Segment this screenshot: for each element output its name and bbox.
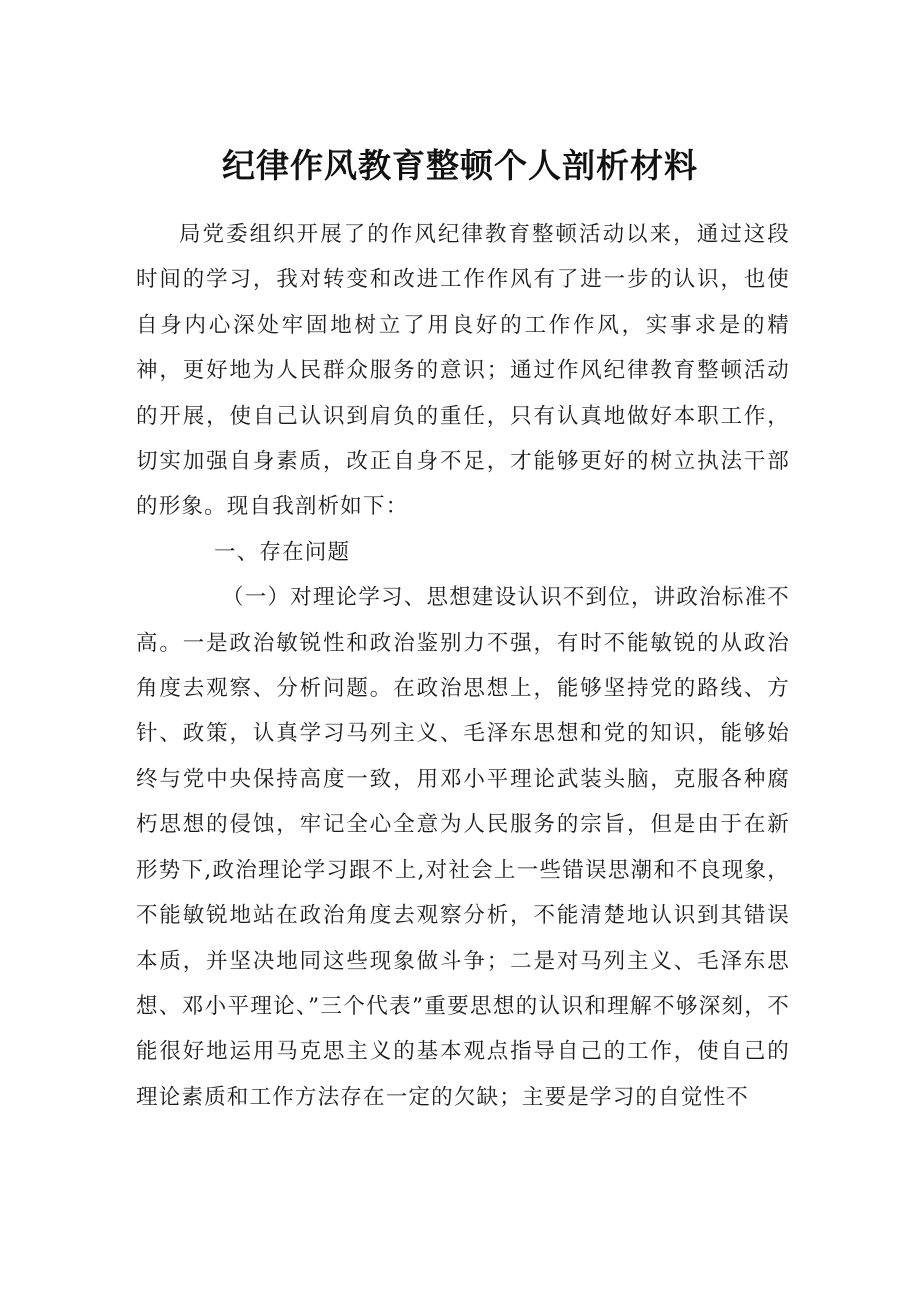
- problem-paragraph: （一）对理论学习、思想建设认识不到位，讲政治标准不高。一是政治敏锐性和政治鉴别力不强，有时不能敏锐的从政治角度去观察、分析问题。在政治思想上，能够坚持党的路线、方针、政策，认真学习马列主义、毛泽东思想和党的知识，能够始终与党中央保持高度一致，用邓小平理论武装头脑，克服各种腐朽思想的侵蚀，牢记全心全意为人民服务的宗旨，但是由于在新形势下,政治理论学习跟不上,对社会上一些错误思潮和不良现象，不能敏锐地站在政治角度去观察分析，不能清楚地认识到其错误本质，并坚决地同这些现象做斗争；二是对马列主义、毛泽东思想、邓小平理论、”三个代表”重要思想的认识和理解不够深刻，不能很好地运用马克思主义的基本观点指导自己的工作，使自己的理论素质和工作方法存在一定的欠缺；主要是学习的自觉性不: [136, 585, 790, 1110]
- intro-paragraph: 局党委组织开展了的作风纪律教育整顿活动以来，通过这段时间的学习，我对转变和改进工作作风有了进一步的认识，也使自身内心深处牢固地树立了用良好的工作作风，实事求是的精神，更好地为人民群众服务的意识；通过作风纪律教育整顿活动的开展，使自己认识到肩负的重任，只有认真地做好本职工作，切实加强自身素质，改正自身不足，才能够更好的树立执法干部的形象。现自我剖析如下：: [136, 222, 790, 520]
- section-heading: 一、存在问题: [214, 539, 351, 565]
- document-title: 纪律作风教育整顿个人剖析材料: [222, 146, 698, 185]
- document-body: [136, 212, 790, 1120]
